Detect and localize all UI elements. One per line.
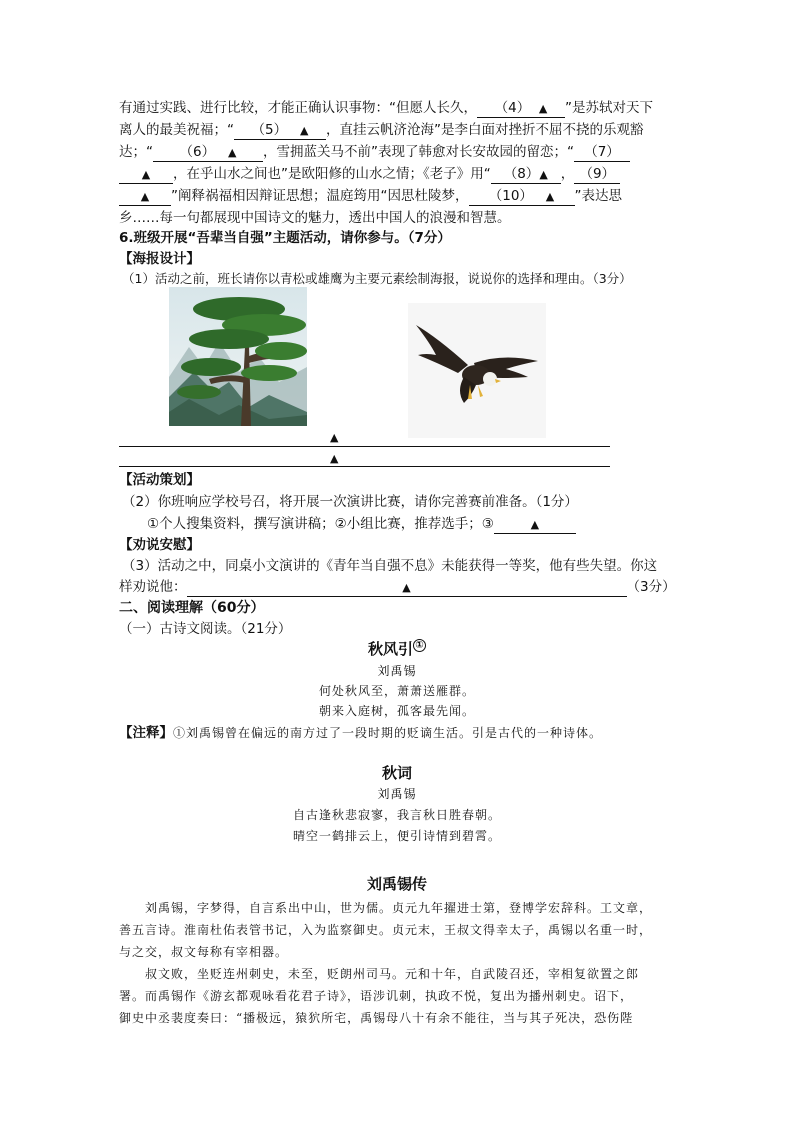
answer-line-1[interactable]: [119, 446, 610, 447]
poem1-note: 【注释】①刘禹锡曾在偏远的南方过了一段时期的贬谪生活。引是古代的一种诗体。: [119, 725, 603, 741]
q5-line-5: ▲ ”阐释祸福相因辩证思想；温庭筠用“因思杜陵梦， （10） ▲ ”表达思: [119, 186, 622, 206]
answer-blank-8[interactable]: （8）▲: [491, 166, 561, 184]
section-activity-plan: 【活动策划】: [119, 472, 200, 488]
q6-sub3-line2: 样劝说他： ▲ （3分）: [119, 579, 676, 595]
eagle-image: [408, 303, 546, 438]
bio-p1-line2: 善五言诗。淮南杜佑表管书记，入为监察御史。贞元末，王叔文得幸太子，禹锡以名重一时，: [119, 923, 653, 937]
part2-sub1: （一）古诗文阅读。（21分）: [119, 621, 292, 637]
answer-blank-9-start[interactable]: （9）: [574, 166, 620, 184]
part2-title: 二、阅读理解（60分）: [119, 600, 265, 616]
q5-line-6: 乡……每一句都展现中国诗文的魅力，透出中国人的浪漫和智慧。: [119, 210, 511, 226]
q5-line-3: 达；“ （6） ▲ ，雪拥蓝关马不前”表现了韩愈对长安故园的留恋；“ （7）: [119, 142, 630, 162]
answer-blank-q6-2[interactable]: ▲: [494, 516, 576, 534]
poem1-line1: 何处秋风至，萧萧送雁群。: [318, 684, 475, 698]
poem2-title: 秋词: [381, 764, 412, 782]
section-poster-design: 【海报设计】: [119, 251, 200, 267]
bio-p2-line3: 御史中丞裴度奏曰：“播极远，猿狖所宅，禹锡母八十有余不能往，当与其子死决，恐伤陛: [119, 1011, 634, 1025]
answer-blank-q6-3[interactable]: ▲: [187, 579, 627, 597]
q6-sub3-line1: （3）活动之中，同桌小文演讲的《青年当自强不息》未能获得一等奖，他有些失望。你这: [122, 558, 658, 574]
poem2-author: 刘禹锡: [377, 787, 417, 801]
pine-tree-image: [169, 287, 307, 426]
answer-blank-6[interactable]: （6） ▲: [153, 144, 263, 162]
q6-sub2: （2）你班响应学校号召，将开展一次演讲比赛，请你完善赛前准备。（1分）: [122, 494, 578, 510]
answer-blank-4[interactable]: （4） ▲: [477, 100, 565, 118]
bio-p1-line3: 与之交，叔文每称有宰相器。: [119, 945, 289, 959]
bio-p2-line2: 署。而禹锡作《游玄都观咏看花君子诗》，语涉讥刺，执政不悦，复出为播州刺史。诏下，: [119, 989, 634, 1003]
poem2-line2: 晴空一鹤排云上，便引诗情到碧霄。: [292, 829, 501, 843]
poem1-line2: 朝来入庭树，孤客最先闻。: [318, 704, 475, 718]
footnote-marker: ①: [413, 639, 426, 652]
bio-p1-line1: 刘禹锡，字梦得，自言系出中山，世为儒。贞元九年擢进士第，登博学宏辞科。工文章，: [145, 901, 653, 915]
answer-blank-9-end[interactable]: ▲: [119, 188, 171, 206]
answer-marker-2: ▲: [330, 452, 339, 465]
q6-sub2-items: ①个人搜集资料，撰写演讲稿；②小组比赛，推荐选手；③ ▲: [147, 514, 576, 534]
answer-blank-7-start[interactable]: （7）: [574, 144, 630, 162]
q6-sub1: （1）活动之前，班长请你以青松或雄鹰为主要元素绘制海报，说说你的选择和理由。（3分）: [122, 271, 632, 286]
bio-p2-line1: 叔文败，坐贬连州刺史，未至，贬朗州司马。元和十年，自武陵召还，宰相复欲置之郎: [145, 967, 640, 981]
answer-line-2[interactable]: [119, 466, 610, 467]
section-persuade-comfort: 【劝说安慰】: [119, 537, 200, 553]
answer-blank-7-end[interactable]: ▲: [119, 166, 173, 184]
answer-blank-10[interactable]: （10） ▲: [469, 188, 575, 206]
answer-marker-1: ▲: [330, 431, 339, 444]
q5-line-1: 有通过实践、进行比较，才能正确认识事物：“但愿人长久， （4） ▲ ”是苏轼对天下: [119, 100, 653, 116]
poem2-line1: 自古逢秋悲寂寥，我言秋日胜春朝。: [292, 808, 501, 822]
poem1-title: 秋风引 ①: [0, 639, 794, 659]
q6-title: 6.班级开展“吾辈当自强”主题活动，请你参与。（7分）: [119, 230, 451, 246]
q5-line-2: 离人的最美祝福；“ （5） ▲ ，直挂云帆济沧海”是李白面对挫折不屈不挠的乐观豁: [119, 122, 644, 138]
q5-line-4: ▲ ，在乎山水之间也”是欧阳修的山水之情；《老子》用“ （8）▲ ， （9）: [119, 164, 620, 184]
answer-blank-5[interactable]: （5） ▲: [234, 122, 326, 140]
poem1-author: 刘禹锡: [377, 664, 417, 678]
bio-title: 刘禹锡传: [366, 875, 427, 893]
